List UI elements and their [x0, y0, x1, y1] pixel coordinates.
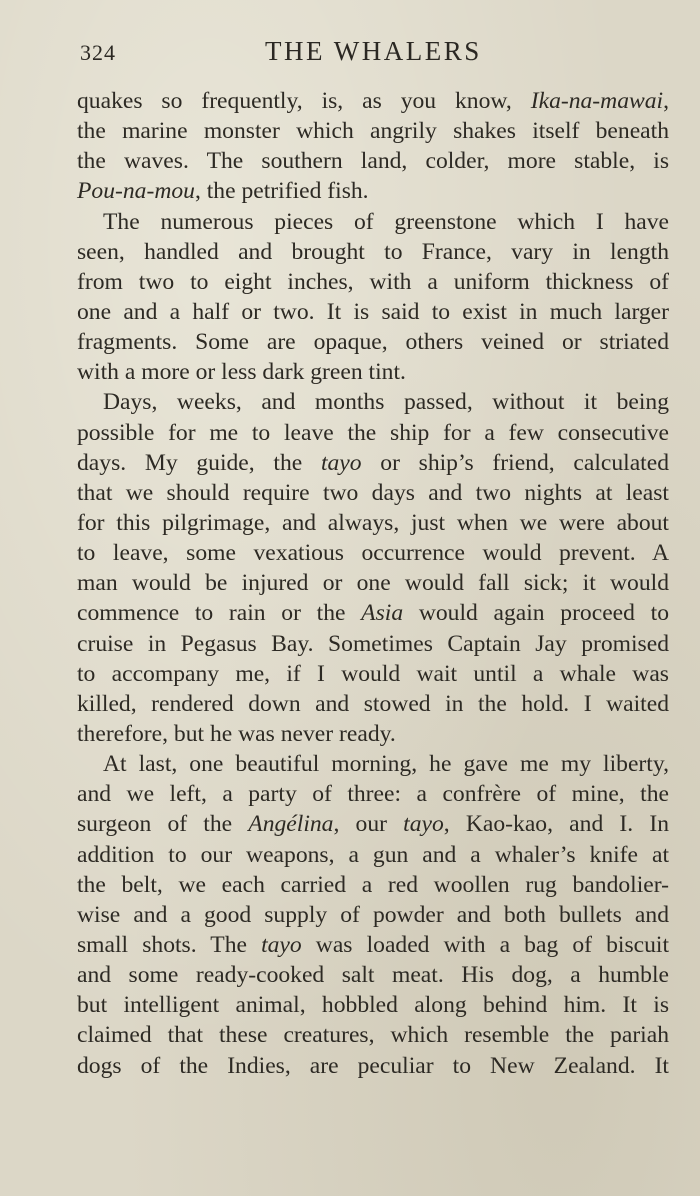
running-head — [0, 36, 700, 70]
italic-term: Ika-na-mawai — [530, 88, 664, 114]
text-segment: , Kao-kao, and I. In — [443, 811, 669, 838]
text-line — [77, 779, 669, 809]
text-line — [77, 538, 669, 568]
text-line — [77, 207, 669, 237]
text-line — [77, 237, 669, 267]
text-segment: days. My guide, the — [77, 449, 321, 476]
italic-term: tayo — [261, 931, 302, 958]
body-text — [77, 86, 669, 1081]
text-line — [77, 267, 669, 297]
text-segment: fragments. Some are opaque, others veined or striated — [77, 329, 669, 356]
text-line — [77, 357, 669, 387]
text-line — [77, 387, 669, 417]
text-segment: the belt, we each carried a red woollen rug bandolier- — [77, 871, 669, 898]
text-segment: At last, one beautiful morning, he gave me my liberty, — [103, 751, 669, 778]
text-line — [77, 327, 669, 357]
italic-term: Pou-na-mou — [77, 178, 195, 205]
text-line — [77, 568, 669, 598]
text-line — [77, 629, 669, 659]
text-segment: cruise in Pegasus Bay. Sometimes Captain Jay promised — [77, 630, 669, 657]
text-segment: dogs of the Indies, are peculiar to New Zealand. It — [77, 1052, 669, 1079]
running-title: THE WHALERS — [265, 36, 482, 66]
italic-term: Asia — [361, 600, 404, 627]
text-segment: the marine monster which angrily shakes itself beneath — [77, 118, 669, 145]
text-segment: or ship’s friend, calculated — [361, 449, 670, 476]
text-segment: , our — [333, 811, 404, 838]
text-segment: surgeon of the — [77, 811, 249, 838]
text-segment: quakes so frequently, is, as you know, — [77, 88, 531, 114]
text-line — [77, 598, 669, 628]
text-line — [77, 870, 669, 900]
text-segment: with a more or less dark green tint. — [77, 359, 406, 386]
text-segment: would again proceed to — [403, 600, 669, 627]
text-segment: man would be injured or one would fall sick; it would — [77, 570, 669, 597]
text-segment: small shots. The — [77, 931, 262, 958]
text-segment: the waves. The southern land, colder, more stable, is — [77, 148, 669, 175]
text-segment: seen, handled and brought to France, vary in length — [77, 238, 669, 265]
text-segment: possible for me to leave the ship for a few consecutive — [77, 419, 669, 446]
text-segment: , — [663, 88, 669, 114]
text-line — [77, 418, 669, 448]
text-line — [77, 1020, 669, 1050]
text-segment: and we left, a party of three: a confrère of mine, the — [77, 781, 669, 808]
text-segment: Days, weeks, and months passed, without it being — [103, 389, 669, 416]
text-line — [77, 900, 669, 930]
text-line — [77, 809, 669, 839]
text-line — [77, 840, 669, 870]
text-segment: therefore, but he was never ready. — [77, 720, 396, 747]
text-line — [77, 960, 669, 990]
text-segment: commence to rain or the — [77, 600, 362, 627]
text-line — [77, 930, 669, 960]
text-line — [77, 146, 669, 176]
text-segment: and some ready-cooked salt meat. His dog, a humble — [77, 962, 669, 989]
text-line — [77, 176, 669, 206]
text-segment: , the petrified fish. — [194, 178, 369, 205]
text-line — [77, 448, 669, 478]
text-line — [77, 86, 669, 116]
text-line — [77, 689, 669, 719]
text-line — [77, 297, 669, 327]
italic-term: Angélina — [248, 811, 334, 838]
text-segment: claimed that these creatures, which resemble the pariah — [77, 1022, 669, 1049]
text-segment: to leave, some vexatious occurrence would prevent. A — [77, 540, 669, 567]
text-segment: wise and a good supply of powder and both bullets and — [77, 901, 669, 928]
text-segment: was loaded with a bag of biscuit — [301, 931, 670, 958]
text-line — [77, 508, 669, 538]
text-line — [77, 719, 669, 749]
text-line — [77, 1051, 669, 1081]
italic-term: tayo — [320, 449, 362, 476]
text-segment: killed, rendered down and stowed in the hold. I waited — [77, 690, 669, 717]
text-segment: that we should require two days and two nights at least — [77, 479, 669, 506]
text-segment: one and a half or two. It is said to exist in much larger — [77, 298, 669, 325]
text-line — [77, 749, 669, 779]
text-line — [77, 116, 669, 146]
text-segment: from two to eight inches, with a uniform thickness of — [77, 268, 669, 295]
text-line — [77, 478, 669, 508]
text-segment: addition to our weapons, a gun and a whaler’s knife at — [77, 841, 669, 868]
text-segment: but intelligent animal, hobbled along behind him. It is — [77, 992, 669, 1019]
italic-term: tayo — [403, 811, 444, 838]
text-line — [77, 659, 669, 689]
text-segment: The numerous pieces of greenstone which I have — [103, 208, 669, 235]
page-number: 324 — [80, 40, 116, 65]
text-line — [77, 990, 669, 1020]
text-segment: for this pilgrimage, and always, just when we were about — [77, 509, 669, 536]
text-segment: to accompany me, if I would wait until a whale was — [77, 660, 669, 687]
